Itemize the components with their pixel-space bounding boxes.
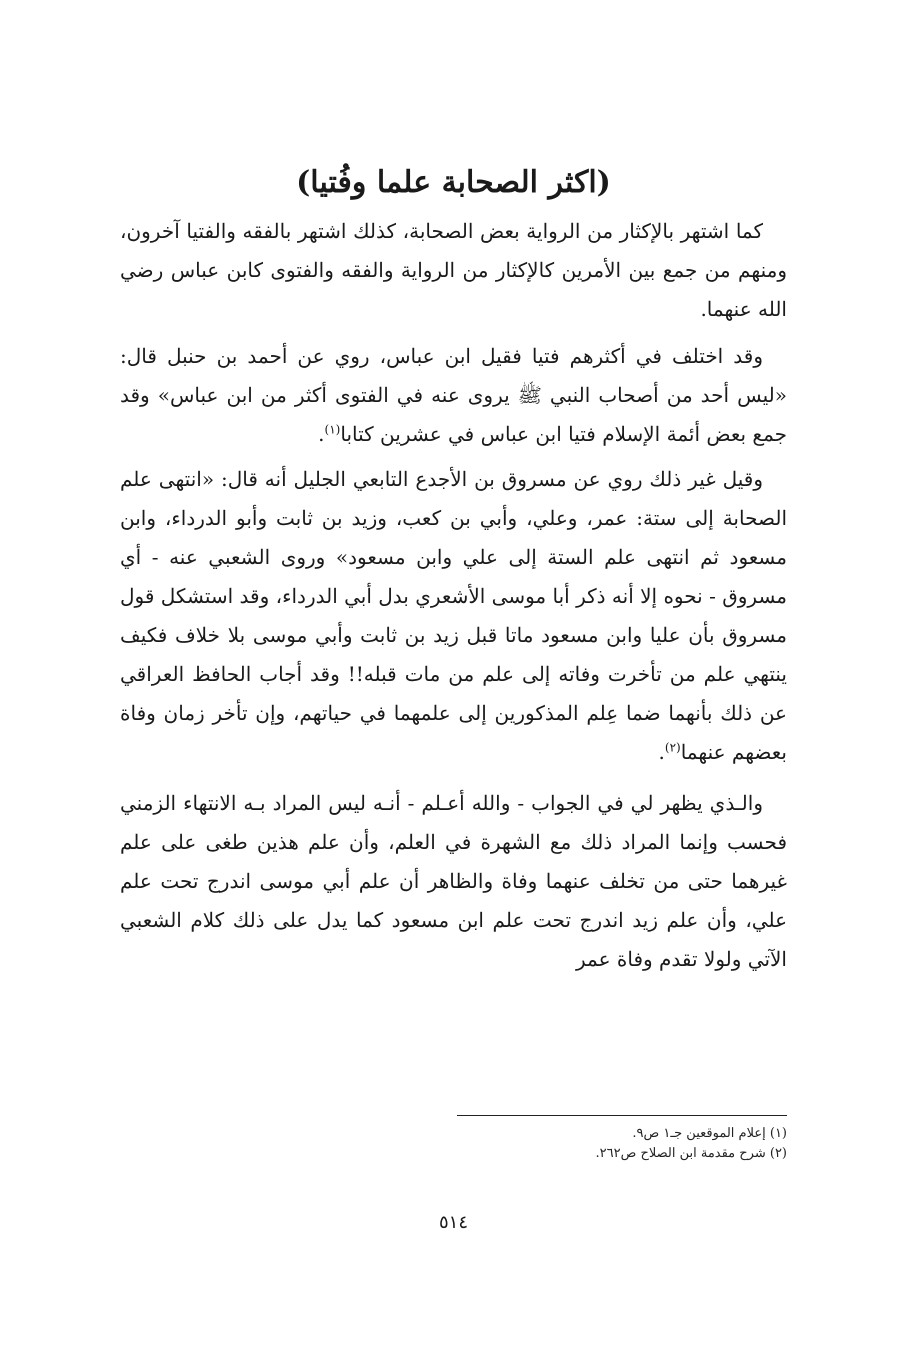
page-title: (اكثر الصحابة علما وفُتيا): [296, 165, 611, 200]
footnotes: [287, 1124, 787, 1164]
paragraph-1-text: كما اشتهر بالإكثار من الرواية بعض الصحابة، كذلك اشتهر بالفقه والفتيا آخرون، ومنهم من جمع بين الأمرين كالإكثار من الرواية والفقه والفتوى كابن عباس رضي الله عنهما.: [120, 219, 787, 321]
footnote-ref-1[interactable]: (١): [324, 422, 341, 437]
footnote-1: (١) إعلام الموقعين جـ١ ص٩.: [632, 1126, 787, 1141]
paragraph-3-end: .: [658, 740, 665, 764]
paragraph-2-text: وقد اختلف في أكثرهم فتيا فقيل ابن عباس، روي عن أحمد بن حنبل قال: «ليس أحد من أصحاب النبي ﷺ يروى عنه في الفتوى أكثر من ابن عباس» وقد جمع بعض أئمة الإسلام فتيا ابن عباس في عشرين كتابا: [120, 344, 787, 446]
footnote-divider: [457, 1115, 787, 1116]
paragraph-3: [120, 460, 787, 772]
paragraph-4-text: والـذي يظهر لي في الجواب - والله أعـلم - أنـه ليس المراد بـه الانتهاء الزمني فحسب وإنما المراد ذلك مع الشهرة في العلم، وأن علم هذين طغى على علم غيرهما حتى من تخلف عنهما وفاة والظاهر أن علم أبي موسى اندرج تحت علم علي، وأن علم زيد اندرج تحت علم ابن مسعود كما يدل على ذلك كلام الشعبي الآتي ولولا تقدم وفاة عمر: [120, 791, 787, 971]
body-text: [120, 212, 787, 979]
page-number: ٥١٤: [438, 1212, 468, 1233]
paragraph-1: [120, 212, 787, 329]
paragraph-4: [120, 784, 787, 979]
footnote-2: (٢) شرح مقدمة ابن الصلاح ص٢٦٢.: [595, 1146, 787, 1161]
paragraph-2: [120, 337, 787, 454]
paragraph-2-end: .: [318, 422, 325, 446]
paragraph-3-text: وقيل غير ذلك روي عن مسروق بن الأجدع التابعي الجليل أنه قال: «انتهى علم الصحابة إلى ستة: عمر، وعلي، وأبي بن كعب، وزيد بن ثابت وأبو الدرداء، وابن مسعود ثم انتهى علم الستة إلى علي وابن مسعود» وروى الشعبي عنه - أي مسروق - نحوه إلا أنه ذكر أبا موسى الأشعري بدل أبي الدرداء، وقد استشكل قول مسروق بأن عليا وابن مسعود ماتا قبل زيد بن ثابت وأبي موسى بلا خلاف فكيف ينتهي علم من تأخرت وفاته إلى علم من مات قبله!! وقد أجاب الحافظ العراقي عن ذلك بأنهما ضما عِلم المذكورين إلى علمهما في حياتهم، وإن تأخر زمان وفاة بعضهم عنهما: [120, 467, 787, 764]
footnote-ref-2[interactable]: (٢): [664, 740, 681, 755]
